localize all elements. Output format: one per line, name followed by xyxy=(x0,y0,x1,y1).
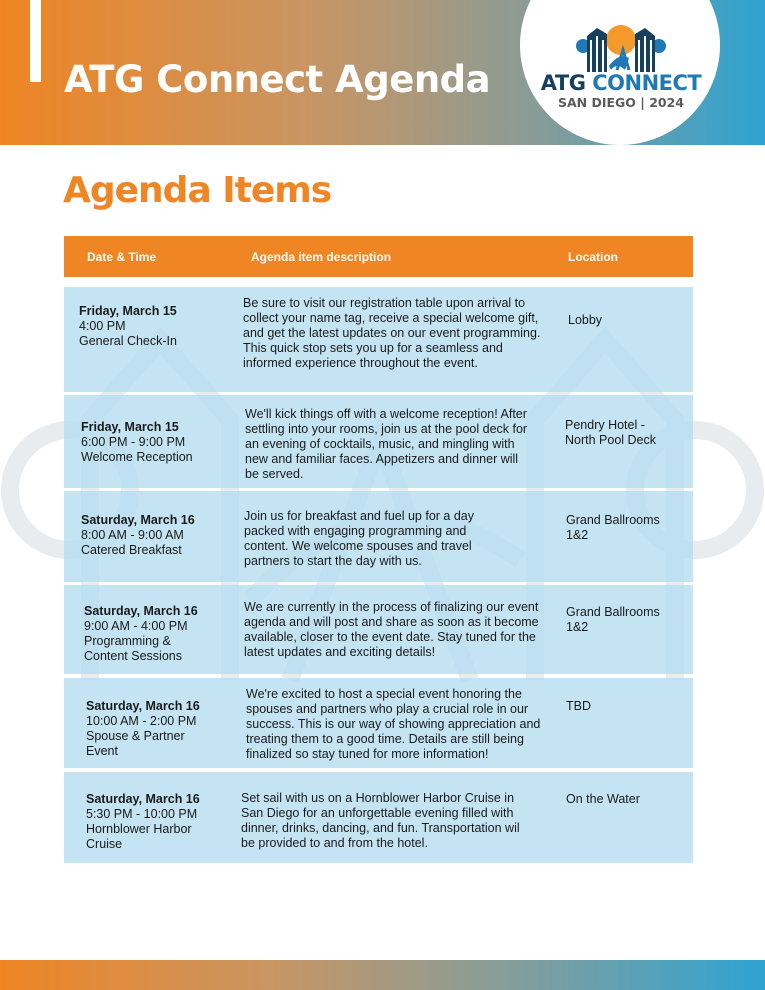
logo-connect-text: CONNECT xyxy=(592,71,702,95)
table-row xyxy=(64,491,693,582)
row-event: Programming & Content Sessions xyxy=(84,634,182,663)
column-header-date: Date & Time xyxy=(87,250,157,264)
row-location: Lobby xyxy=(568,313,603,327)
row-location: On the Water xyxy=(566,792,640,806)
row-time: 6:00 PM - 9:00 PM xyxy=(81,435,186,449)
row-time: 10:00 AM - 2:00 PM xyxy=(86,714,197,728)
row-date: Saturday, March 16 xyxy=(86,699,200,713)
row-event: Hornblower Harbor Cruise xyxy=(86,822,192,851)
row-date: Saturday, March 16 xyxy=(81,513,195,527)
row-event: Welcome Reception xyxy=(81,450,193,464)
row-description: Set sail with us on a Hornblower Harbor Cruise in San Diego for an unforgettable evening filled with dinner, drinks, dancing, and fun. Transportation wil be provided to and from the hotel. xyxy=(241,791,520,850)
logo-atg-text: ATG xyxy=(540,71,586,95)
table-row xyxy=(64,395,693,488)
table-row xyxy=(64,772,693,863)
column-header-location: Location xyxy=(568,250,618,264)
date-cell xyxy=(81,420,231,465)
row-event: General Check-In xyxy=(79,334,177,348)
table-header xyxy=(64,236,693,277)
row-description: Join us for breakfast and fuel up for a day packed with engaging programming and content. We welcome spouses and travel partners to start the day with us. xyxy=(244,509,474,568)
page-title: ATG Connect Agenda xyxy=(64,58,491,101)
row-date: Saturday, March 16 xyxy=(86,792,200,806)
row-event: Spouse & Partner Event xyxy=(86,729,185,758)
row-date: Saturday, March 16 xyxy=(84,604,198,618)
header-accent-bar xyxy=(30,0,41,82)
logo-subtitle: SAN DIEGO | 2024 xyxy=(557,95,684,110)
row-time: 9:00 AM - 4:00 PM xyxy=(84,619,188,633)
section-title: Agenda Items xyxy=(63,170,332,211)
logo-wordmark xyxy=(533,71,709,95)
row-time: 8:00 AM - 9:00 AM xyxy=(81,528,184,542)
row-time: 4:00 PM xyxy=(79,319,126,333)
table-row xyxy=(64,585,693,674)
header-banner xyxy=(0,0,765,145)
row-time: 5:30 PM - 10:00 PM xyxy=(86,807,198,821)
row-description: We'll kick things off with a welcome reception! After settling into your rooms, join us at the pool deck for an evening of cocktails, music, and mingling with new and familiar faces. Appetizers and dinner will be served. xyxy=(245,407,528,481)
date-cell xyxy=(79,304,229,349)
table-row xyxy=(64,287,693,392)
date-cell xyxy=(86,792,236,852)
column-header-description: Agenda item description xyxy=(251,250,392,264)
row-date: Friday, March 15 xyxy=(81,420,179,434)
row-event: Catered Breakfast xyxy=(81,543,182,557)
row-location: TBD xyxy=(566,699,591,713)
row-location: Grand Ballrooms 1&2 xyxy=(566,605,660,634)
row-date: Friday, March 15 xyxy=(79,304,177,318)
row-description: We're excited to host a special event honoring the spouses and partners who play a crucial role in our success. This is our way of showing appreciation and treating them to a good time. Details are still being finalized so stay tuned for more information! xyxy=(246,687,541,761)
row-description: We are currently in the process of finalizing our event agenda and will post and share as soon as it become available, closer to the event date. Stay tuned for the latest updates and exciting details! xyxy=(244,600,539,659)
row-description: Be sure to visit our registration table upon arrival to collect your name tag, receive a special welcome gift, and get the latest updates on our event programming. This quick stop sets you up for a seamless and informed experience throughout the event. xyxy=(243,296,541,370)
table-row xyxy=(64,678,693,768)
date-cell xyxy=(81,513,231,558)
row-location: Grand Ballrooms 1&2 xyxy=(566,513,660,542)
date-cell xyxy=(86,699,236,759)
date-cell xyxy=(84,604,234,664)
footer-gradient-bar xyxy=(0,960,765,990)
row-location: Pendry Hotel - North Pool Deck xyxy=(565,418,657,447)
skyline-logo-icon xyxy=(573,22,669,72)
